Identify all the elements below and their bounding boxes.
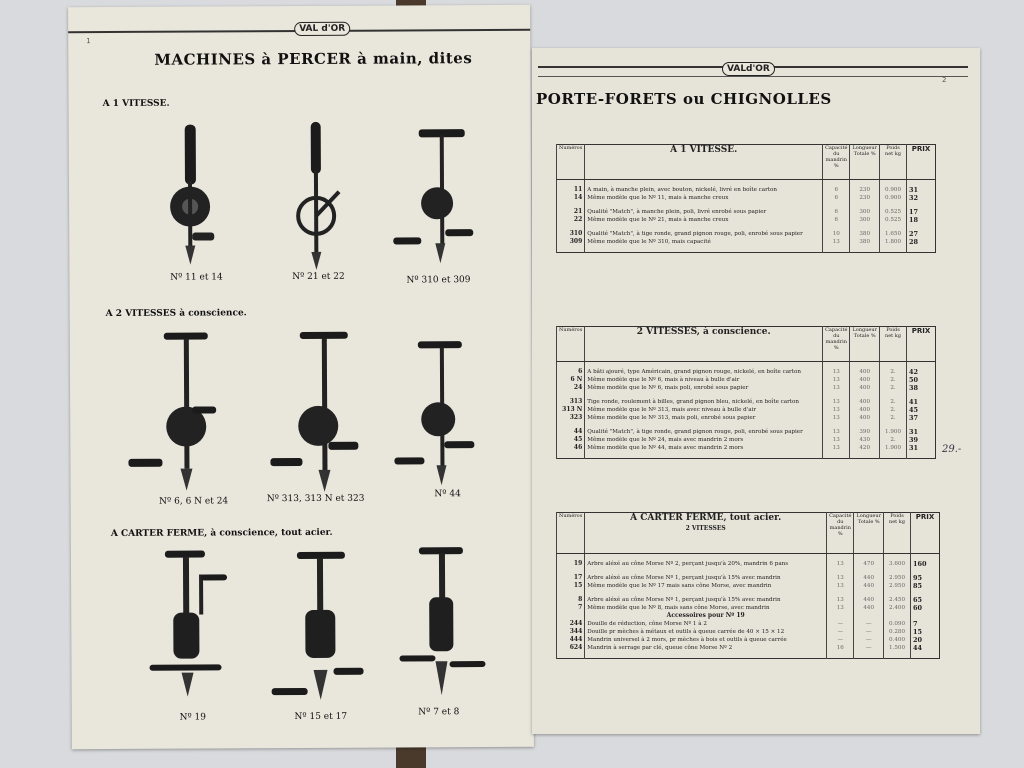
item-description: Douille de réduction, cône Morse Nº 1 à 2 [585,620,827,628]
item-weight: 2. [880,368,907,376]
page-number: 2 [942,76,947,84]
item-weight: 0.090 [884,620,911,628]
page-title: MACHINES à PERCER à main, dites [154,49,473,69]
item-description: Qualité "Match", à tige ronde, grand pignon rouge, poli, enrobé sous papier [585,428,823,436]
item-price: 85 [911,582,940,590]
item-description: Même modèle que le Nº 313, mais poli, enrobé sous papier [585,414,823,422]
page-number: 1 [86,37,91,46]
item-number: 8 [557,596,585,604]
table-row [557,604,940,612]
table-row [557,574,940,582]
header-poids: Poids net kg [884,513,911,554]
item-length: 400 [850,406,880,414]
val-dor-logo: VAL d'OR [294,22,350,36]
table-row [557,560,940,568]
item-weight: 3.600 [884,560,911,568]
item-length: 470 [854,560,884,568]
item-description: Mandrin à serrage par clé, queue cône Morse Nº 2 [585,644,827,652]
handwritten-price-note: 29.- [942,444,962,455]
item-weight: 2. [880,414,907,422]
item-number: 17 [557,574,585,582]
item-capacity: 6 [823,208,850,216]
caption-313-323: Nº 313, 313 N et 323 [266,493,365,505]
item-description: Même modèle que le Nº 6, mais poli, enrobé sous papier [585,384,823,392]
drill-illustration-7 [395,545,492,706]
item-weight: 0.525 [880,208,907,216]
table-row [557,636,940,644]
header-numeros: Numéros [557,327,585,362]
caption-7-8: Nº 7 et 8 [418,707,460,718]
item-description: Qualité "Match", à tige ronde, grand pignon rouge, poli, enrobé sous papier [585,230,823,238]
item-price: 28 [907,238,936,246]
table-row [557,414,936,422]
item-price: 45 [907,406,936,414]
drill-illustration-19 [147,548,238,708]
item-length: — [854,644,884,652]
item-price: 44 [911,644,940,652]
table-row [557,384,936,392]
section-label-carter: A CARTER FERME, à conscience, tout acier. [110,527,333,539]
item-price: 65 [911,596,940,604]
item-weight: 2. [880,436,907,444]
table-title: A 1 VITESSE. [585,145,823,180]
item-length: 400 [850,398,880,406]
item-description: Mandrin universel à 2 mors, pr mèches à bois et outils à queue carrée [585,636,827,644]
item-weight: 1.900 [880,428,907,436]
header-capacite: Capacité du mandrin % [823,327,850,362]
item-number: 45 [557,436,585,444]
table-row [557,436,936,444]
item-number: 7 [557,604,585,612]
item-price: 160 [911,560,940,568]
caption-44: Nº 44 [434,489,461,500]
item-number: 444 [557,636,585,644]
item-weight: 2.950 [884,582,911,590]
item-price: 37 [907,414,936,422]
val-dor-logo: VALd'OR [722,62,775,76]
item-length: 300 [850,208,880,216]
item-weight: 0.525 [880,216,907,224]
drill-illustration-21 [291,120,352,270]
item-price: 41 [907,398,936,406]
item-length: 400 [850,384,880,392]
item-number: 313 [557,398,585,406]
drill-illustration-6 [124,330,225,495]
left-page [68,5,534,749]
item-number: 14 [557,194,585,202]
item-length: 420 [850,444,880,452]
item-number: 24 [557,384,585,392]
item-number: 309 [557,238,585,246]
item-number: 46 [557,444,585,452]
item-weight: 0.400 [884,636,911,644]
item-length: 400 [850,376,880,384]
item-description: Même modèle que le Nº 21, mais à manche creux [585,216,823,224]
item-capacity: 13 [827,604,854,612]
caption-19: Nº 19 [179,712,207,723]
page-title: PORTE-FORETS ou CHIGNOLLES [536,90,832,108]
table-row [557,368,936,376]
table-row [557,376,936,384]
right-page [532,48,980,734]
item-capacity: 13 [827,574,854,582]
item-number: 19 [557,560,585,568]
header-numeros: Numéros [557,513,585,554]
item-price: 27 [907,230,936,238]
item-description: A main, à manche plein, avec bouton, nickelé, livré en boîte carton [585,186,823,194]
item-price: 18 [907,216,936,224]
item-number: 15 [557,582,585,590]
header-poids: Poids net kg [880,327,907,362]
item-description: Même modèle que le Nº 44, mais avec mandrin 2 mors [585,444,823,452]
table-row [557,620,940,628]
item-description: Arbre aléxé au cône Morse Nº 1, perçant jusqu'à 15% avec mandrin [585,596,827,604]
table-row [557,216,936,224]
item-number: 6 [557,368,585,376]
item-capacity: 6 [823,186,850,194]
item-capacity: 13 [823,368,850,376]
caption-6-24: Nº 6, 6 N et 24 [159,496,229,507]
item-number: 44 [557,428,585,436]
drill-illustration-313 [266,330,367,495]
item-price: 17 [907,208,936,216]
item-price: 32 [907,194,936,202]
item-weight: 1.900 [880,444,907,452]
caption-21-22: Nº 21 et 22 [292,271,345,283]
item-capacity: 10 [823,230,850,238]
table-row [557,194,936,202]
item-description: Même modèle que le Nº 313, mais avec niveau à bulle d'air [585,406,823,414]
item-price: 60 [911,604,940,612]
item-capacity: 13 [823,238,850,246]
item-price: 42 [907,368,936,376]
item-length: 380 [850,238,880,246]
item-price: 20 [911,636,940,644]
item-description: Arbre aléxé au cône Morse Nº 2, perçant jusqu'à 20%, mandrin 6 pans [585,560,827,568]
item-length: — [854,620,884,628]
item-length: 400 [850,414,880,422]
table-row [557,596,940,604]
item-weight: 2. [880,406,907,414]
drill-illustration-44 [390,339,481,489]
item-capacity: 13 [823,428,850,436]
table-row [557,238,936,246]
item-price: 31 [907,444,936,452]
item-number: 22 [557,216,585,224]
item-length: — [854,636,884,644]
table-row [557,644,940,652]
item-price: 31 [907,186,936,194]
header-longueur: Longueur Totale % [850,327,880,362]
item-description: Même modèle que le Nº 24, mais avec mandrin 2 mors [585,436,823,444]
item-length: 440 [854,604,884,612]
item-price: 95 [911,574,940,582]
table-title: A CARTER FERME, tout acier. 2 VITESSES [585,513,827,554]
item-capacity: 6 [823,194,850,202]
drill-illustration-15 [267,550,368,707]
price-table-2-speeds [556,326,936,459]
table-title: 2 VITESSES, à conscience. [585,327,823,362]
item-weight: 2.400 [884,604,911,612]
item-length: 440 [854,574,884,582]
item-capacity: 13 [823,414,850,422]
table-row [557,428,936,436]
header-longueur: Longueur Totale % [850,145,880,180]
item-capacity: 13 [823,376,850,384]
item-length: 400 [850,368,880,376]
item-description: Douille pr mèches à métaux et outils à queue carrée de 40 × 15 × 12 [585,628,827,636]
item-length: 430 [850,436,880,444]
table-row [557,628,940,636]
item-number: 310 [557,230,585,238]
item-weight: 2. [880,384,907,392]
item-price: 50 [907,376,936,384]
item-capacity: 13 [823,398,850,406]
header-prix: PRIX [907,327,936,362]
item-price: 38 [907,384,936,392]
item-weight: 0.900 [880,194,907,202]
header-capacite: Capacité du mandrin % [823,145,850,180]
header-prix: PRIX [911,513,940,554]
header-prix: PRIX [907,145,936,180]
item-capacity: — [827,620,854,628]
item-description: Arbre aléxé au cône Morse Nº 1, perçant jusqu'à 15% avec mandrin [585,574,827,582]
header-numeros: Numéros [557,145,585,180]
item-price: 7 [911,620,940,628]
item-number: 313 N [557,406,585,414]
item-capacity: 13 [823,436,850,444]
section-label-1-speed: A 1 VITESSE. [102,98,170,110]
item-description: A bâti ajouré, type Américain, grand pignon rouge, nickelé, en boîte carton [585,368,823,376]
item-length: — [854,628,884,636]
item-description: Même modèle que le Nº 310, mais capacité [585,238,823,246]
item-price: 15 [911,628,940,636]
price-table-carter [556,512,940,659]
item-price: 39 [907,436,936,444]
accessories-heading: Accessoires pour Nº 19 [585,612,827,620]
item-description: Même modèle que le Nº 8, mais sans cône Morse, avec mandrin [585,604,827,612]
item-weight: 1.500 [884,644,911,652]
item-capacity: 16 [827,644,854,652]
item-capacity: 13 [827,596,854,604]
table-row [557,208,936,216]
item-weight: 2. [880,376,907,384]
item-number: 323 [557,414,585,422]
table-row [557,398,936,406]
drill-illustration-310 [389,125,480,265]
item-length: 230 [850,186,880,194]
item-description: Même modèle que le Nº 11, mais à manche creux [585,194,823,202]
top-rule-thin [538,76,968,77]
item-weight: 2.450 [884,596,911,604]
item-capacity: — [827,636,854,644]
item-weight: 1.800 [880,238,907,246]
caption-11-14: Nº 11 et 14 [170,272,223,283]
item-capacity: 13 [823,406,850,414]
item-weight: 1.650 [880,230,907,238]
caption-15-17: Nº 15 et 17 [294,711,348,723]
item-length: 440 [854,582,884,590]
item-length: 300 [850,216,880,224]
table-row [557,230,936,238]
price-table-1-speed [556,144,936,253]
item-number: 21 [557,208,585,216]
table-row [557,186,936,194]
item-capacity: 6 [823,216,850,224]
table-row [557,582,940,590]
table-row [557,406,936,414]
item-description: Même modèle que le Nº 6, mais à niveau à bulle d'air [585,376,823,384]
item-weight: 0.900 [880,186,907,194]
item-length: 440 [854,596,884,604]
table-subtitle: 2 VITESSES [685,525,726,532]
item-number: 624 [557,644,585,652]
item-length: 390 [850,428,880,436]
item-capacity: — [827,628,854,636]
section-label-2-speeds: A 2 VITESSES à conscience. [105,308,247,320]
item-number: 6 N [557,376,585,384]
header-poids: Poids net kg [880,145,907,180]
drill-illustration-11 [161,120,222,270]
item-number: 11 [557,186,585,194]
item-description: Même modèle que le Nº 17 mais sans cône Morse, avec mandrin [585,582,827,590]
item-description: Qualité "Match", à manche plein, poli, livré enrobé sous papier [585,208,823,216]
item-capacity: 13 [823,384,850,392]
item-weight: 2.950 [884,574,911,582]
item-number: 344 [557,628,585,636]
item-length: 230 [850,194,880,202]
item-price: 31 [907,428,936,436]
item-weight: 2. [880,398,907,406]
item-description: Tige ronde, roulement à billes, grand pignon bleu, nickelé, en boîte carton [585,398,823,406]
item-length: 380 [850,230,880,238]
item-number: 244 [557,620,585,628]
header-longueur: Longueur Totale % [854,513,884,554]
header-capacite: Capacité du mandrin % [827,513,854,554]
item-capacity: 13 [827,560,854,568]
item-weight: 0.280 [884,628,911,636]
item-capacity: 13 [823,444,850,452]
item-capacity: 13 [827,582,854,590]
caption-310-309: Nº 310 et 309 [406,275,471,286]
table-row [557,444,936,452]
